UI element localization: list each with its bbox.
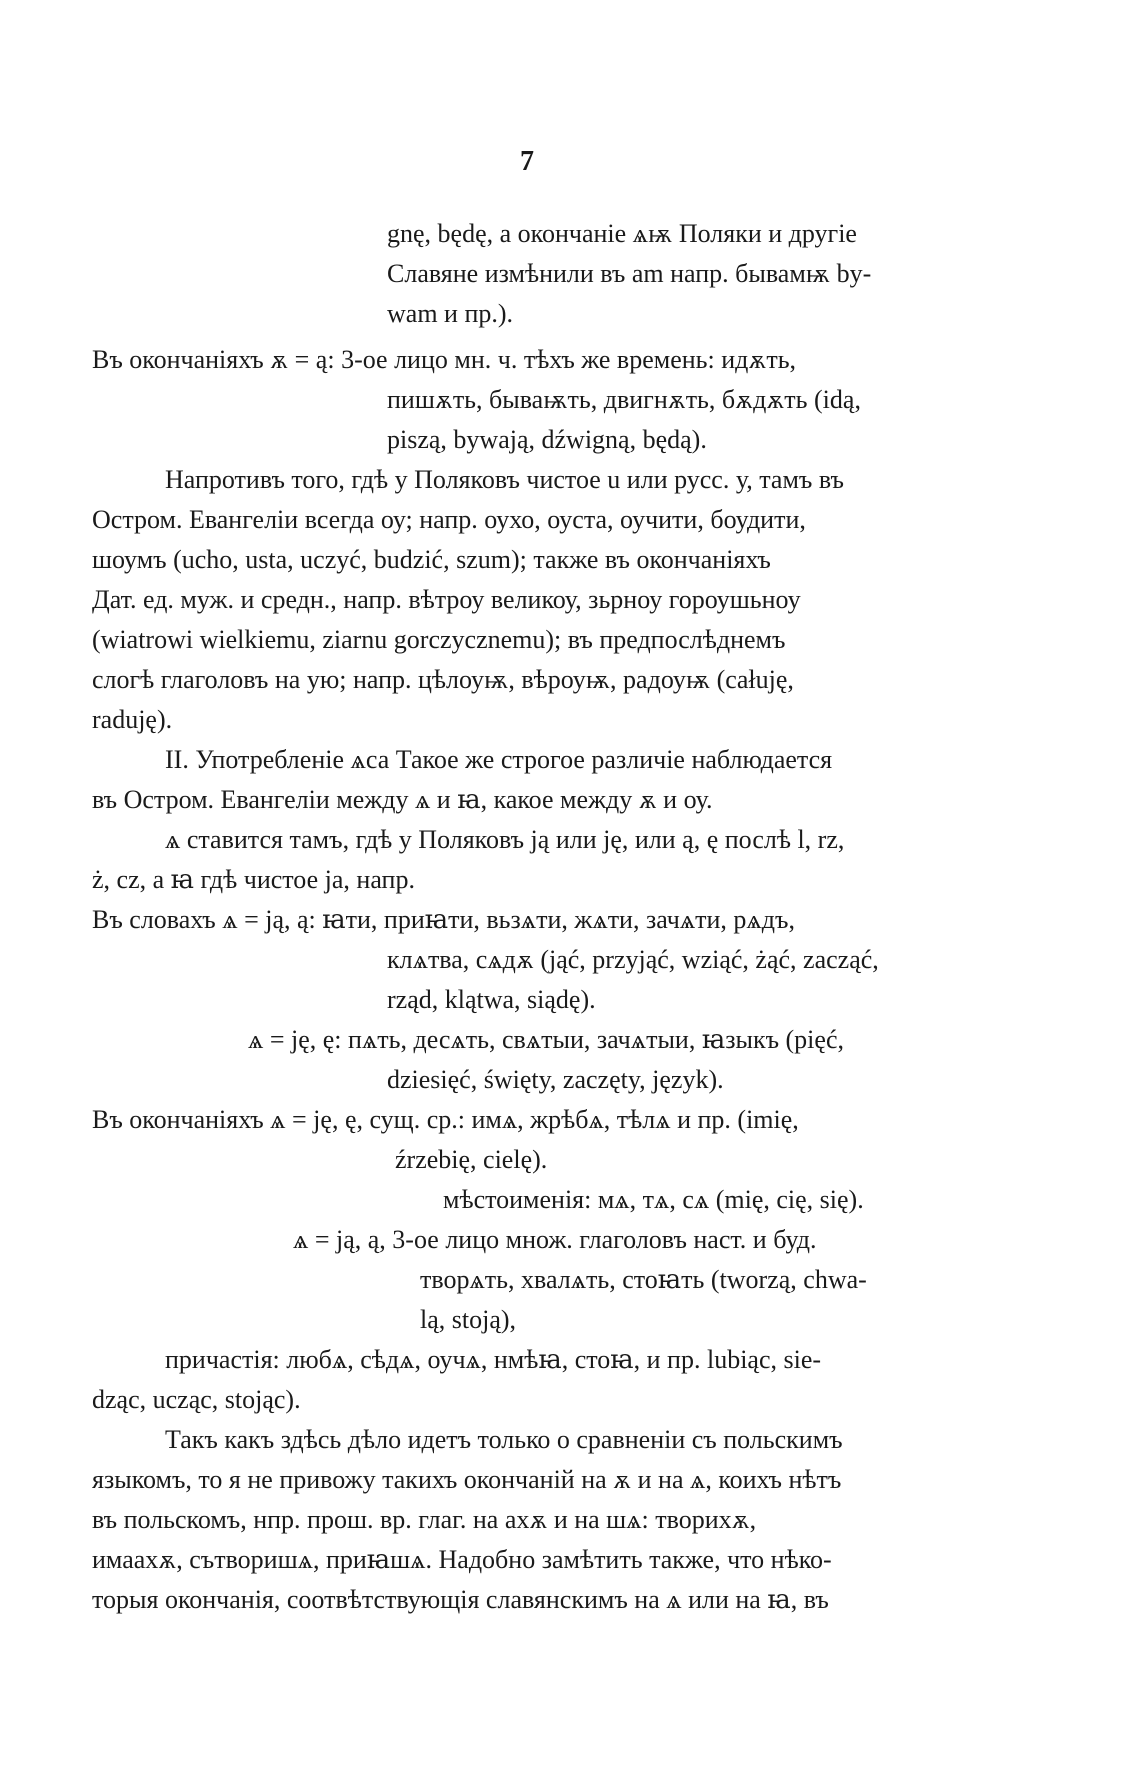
text-line: творѧть, хвалѧть, стоꙗть (tworzą, chwa- [420,1265,867,1294]
text-line: Дат. ед. муж. и средн., напр. вѣтроу великоу, зьрноу гороушьноу [92,585,801,614]
text-line: (wiatrowi wielkiemu, ziarnu gorczycznemu); въ предпослѣднемъ [92,625,786,654]
text-line: Въ окончаніяхъ ѧ = ję, ę, сущ. ср.: имѧ, жрѣбѧ, тѣлѧ и пр. (imię, [92,1105,799,1134]
text-line: причастія: любѧ, сѣдѧ, оучѧ, нмѣꙗ, стоꙗ, и пр. lubiąc, sie- [165,1345,822,1374]
text-line: шоумъ (ucho, usta, uczyć, budzić, szum); также въ окончаніяхъ [92,545,771,574]
text-line: dząc, ucząc, stojąc). [92,1385,301,1414]
text-line: dziesięć, święty, zaczęty, język). [387,1065,724,1094]
text-line: Остром. Евангеліи всегда оу; напр. оухо, оуста, оучити, боудити, [92,505,806,534]
text-line: слогѣ глаголовъ на ую; напр. цѣлоуѭ, вѣроуѭ, радоуѭ (całuję, [92,665,794,694]
text-line: ѧ = ję, ę: пѧть, десѧть, свѧтыи, зачѧтыи, ꙗзыкъ (pięć, [248,1025,844,1054]
text-line: ѧ = ją, ą, 3-ое лицо множ. глаголовъ наст. и буд. [293,1225,817,1254]
text-line: мѣстоименія: мѧ, тѧ, сѧ (mię, cię, się). [443,1185,864,1214]
text-line: II. Употребленіе ѧса Такое же строгое различіе наблюдается [165,745,833,774]
text-line: gnę, będę, а окончаніе ѧѭ Поляки и другіе [387,219,857,248]
text-line: rząd, klątwa, siądę). [387,985,596,1014]
text-line: Напротивъ того, гдѣ у Поляковъ чистое u или русс. у, тамъ въ [165,465,844,494]
text-line: въ Остром. Евангеліи между ѧ и ꙗ, какое между ѫ и оу. [92,785,713,814]
text-line: языкомъ, то я не привожу такихъ окончаній на ѫ и на ѧ, коихъ нѣтъ [92,1465,842,1494]
text-line: Такъ какъ здѣсь дѣло идетъ только о сравненіи съ польскимъ [165,1425,843,1454]
text-line: raduję). [92,705,173,734]
text-line: пишѫть, бываѭть, двигнѫть, бѫдѫть (idą, [387,385,861,414]
text-line: Въ словахъ ѧ = ją, ą: ꙗти, приꙗти, вьзѧти, жѧти, зачѧти, рѧдъ, [92,905,795,934]
text-line: piszą, bywają, dźwigną, będą). [387,425,707,454]
text-line: ż, cz, а ꙗ гдѣ чистое ja, напр. [92,865,415,894]
text-line: lą, stoją), [420,1305,517,1334]
text-line: клѧтва, сѧдѫ (jąć, przyjąć, wziąć, żąć, zacząć, [387,945,879,974]
text-line: торыя окончанія, соотвѣтствующія славянскимъ на ѧ или на ꙗ, въ [92,1585,829,1614]
text-line: Въ окончаніяхъ ѫ = ą: 3-ое лицо мн. ч. тѣхъ же времень: идѫть, [92,345,797,374]
text-line: въ польскомъ, нпр. прош. вр. глаг. на ахѫ и на шѧ: творихѫ, [92,1505,757,1534]
text-line: ѧ ставится тамъ, гдѣ у Поляковъ ją или ję, или ą, ę послѣ l, rz, [165,825,845,854]
text-line: źrzebię, cielę). [395,1145,548,1174]
text-line: Славяне измѣнили въ am напр. бывамѭ by- [387,259,872,288]
text-line: имаахѫ, сътворишѧ, приꙗшѧ. Надобно замѣтить также, что нѣко- [92,1545,832,1574]
page-number: 7 [520,146,534,177]
text-line: wam и пр.). [387,299,514,328]
